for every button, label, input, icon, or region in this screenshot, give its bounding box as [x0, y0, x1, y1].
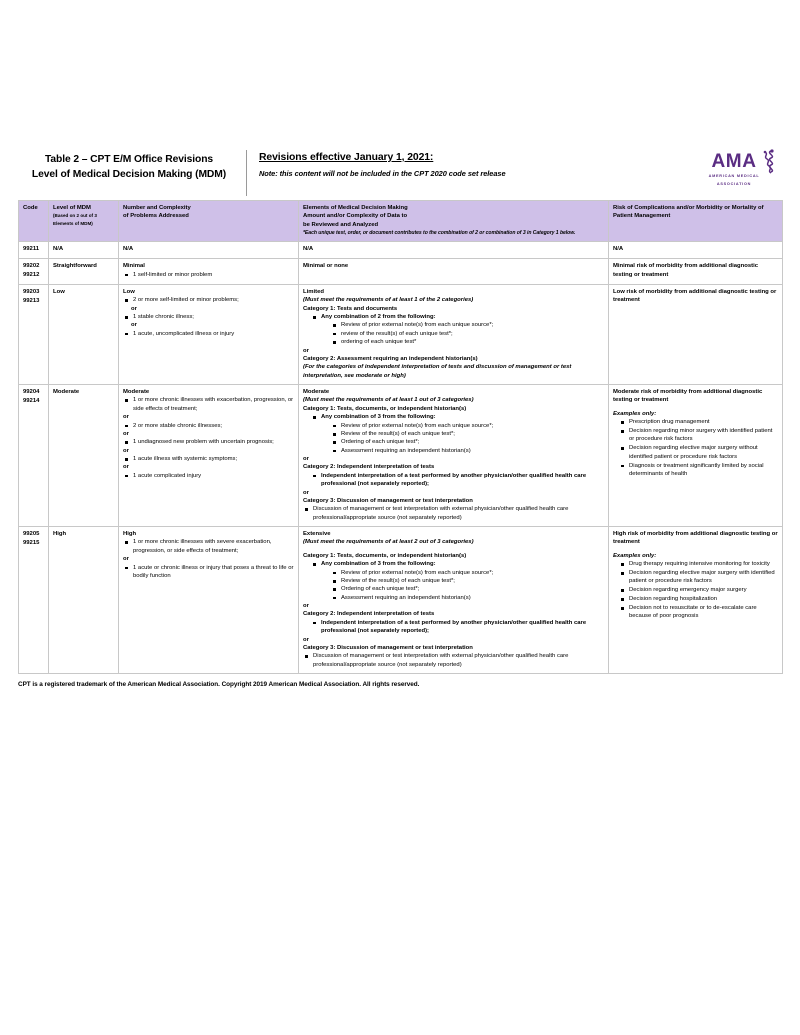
list-item: 1 undiagnosed new problem with uncertain prognosis; [125, 438, 294, 446]
list-item: Decision regarding minor surgery with identified patient or procedure risk factors [621, 427, 778, 444]
list-item: Discussion of management or test interpretation with external physician/other qualified health care professional/appropriate source (not separately reported) [305, 652, 604, 669]
category-2-heading: Category 2: Independent interpretation of tests [303, 464, 435, 471]
cell-data [299, 385, 609, 527]
or-connector: or [123, 430, 129, 437]
code-value: 99214 [23, 397, 40, 404]
cell-data [299, 284, 609, 384]
list-item: Assessment requiring an independent historian(s) [333, 594, 604, 602]
cell-code [19, 527, 49, 674]
category-1-sublist [321, 569, 604, 603]
or-connector: or [123, 447, 129, 454]
category-1-sublist [321, 422, 604, 456]
list-item: Decision not to resuscitate or to de-escalate care because of poor prognosis [621, 604, 778, 621]
column-header-code: Code [19, 201, 49, 242]
problems-list [123, 472, 294, 480]
column-header-data-line3: be Reviewed and Analyzed [303, 221, 379, 228]
column-header-risk-line2: Patient Management [613, 213, 671, 220]
cell-data: N/A [299, 242, 609, 259]
column-header-data [299, 201, 609, 242]
cell-risk [609, 284, 783, 384]
list-item: 1 stable chronic illness; [125, 313, 294, 321]
effective-date-heading: Revisions effective January 1, 2021: [259, 152, 434, 163]
list-item: Ordering of each unique test*; [333, 585, 604, 593]
list-item-label: Any combination of 2 from the following: [321, 314, 436, 321]
column-header-risk [609, 201, 783, 242]
list-item: 1 acute complicated injury [125, 472, 294, 480]
cell-level: N/A [49, 242, 119, 259]
problems-title: High [123, 531, 137, 538]
list-item: review of the result(s) of each unique test*; [333, 330, 604, 338]
or-connector: or [303, 636, 309, 643]
caduceus-icon [760, 149, 782, 175]
examples-label: Examples only: [613, 552, 657, 559]
table-row [19, 284, 783, 384]
list-item: Decision regarding emergency major surgery [621, 586, 778, 594]
category-2-heading: Category 2: Independent interpretation of tests [303, 611, 435, 618]
cell-code [19, 259, 49, 285]
column-header-data-footnote: *Each unique test, order, or document contributes to the combination of 2 or combination of 3 in Category 1 below. [303, 230, 576, 237]
mdm-table [18, 200, 783, 674]
data-requirement-note: (Must meet the requirements of at least 1 out of 3 categories) [303, 397, 474, 404]
page-title-line1: Table 2 – CPT E/M Office Revisions [44, 154, 214, 165]
cell-level: Moderate [49, 385, 119, 527]
cell-risk [609, 527, 783, 674]
data-title: Minimal or none [303, 263, 349, 270]
list-item: Diagnosis or treatment significantly limited by social determinants of health [621, 462, 778, 479]
data-title: Limited [303, 288, 324, 295]
column-header-problems-line1: Number and Complexity [123, 205, 191, 211]
list-item: 1 self-limited or minor problem [125, 271, 294, 279]
cell-data [299, 259, 609, 285]
or-connector: or [123, 414, 129, 421]
problems-list [123, 313, 294, 321]
list-item: Discussion of management or test interpretation with external physician/other qualified health care professional/appropriate source (not separately reported) [305, 505, 604, 522]
code-value: 99205 [23, 531, 40, 538]
copyright-footer: CPT is a registered trademark of the American Medical Association. Copyright 2019 American Medical Association. All rights reserved. [18, 681, 420, 688]
cell-risk [609, 385, 783, 527]
code-value: 99213 [23, 297, 40, 304]
cell-level: High [49, 527, 119, 674]
category-2-list [303, 472, 604, 489]
cell-problems: N/A [119, 242, 299, 259]
or-connector: or [123, 464, 129, 471]
category-1-heading: Category 1: Tests and documents [303, 305, 398, 312]
problems-title: Minimal [123, 263, 145, 270]
data-requirement-note: (Must meet the requirements of at least 1 of the 2 categories) [303, 297, 474, 304]
risk-title: Moderate risk of morbidity from additional diagnostic testing or treatment [613, 389, 763, 404]
list-item: Review of the result(s) of each unique test*; [333, 430, 604, 438]
column-header-risk-line1: Risk of Complications and/or Morbidity or Mortality of [613, 205, 764, 211]
list-item [313, 560, 604, 602]
list-item: Decision regarding elective major surgery without identified patient or procedure risk factors [621, 444, 778, 461]
category-1-heading: Category 1: Tests, documents, or independent historian(s) [303, 405, 467, 412]
list-item: Review of prior external note(s) from each unique source*; [333, 569, 604, 577]
problems-list [123, 271, 294, 279]
problems-list [123, 396, 294, 413]
risk-examples-list [613, 560, 778, 621]
column-header-level-of-mdm [49, 201, 119, 242]
list-item-label: Any combination of 3 from the following: [321, 561, 436, 568]
list-item: Independent interpretation of a test performed by another physician/other qualified health care professional (not separately reported); [313, 619, 604, 636]
cell-code [19, 385, 49, 527]
or-connector: or [131, 305, 137, 312]
list-item: Review of the result(s) of each unique test*; [333, 577, 604, 585]
cell-level: Low [49, 284, 119, 384]
list-item: 2 or more stable chronic illnesses; [125, 422, 294, 430]
cell-problems [119, 527, 299, 674]
code-value: 99212 [23, 272, 40, 279]
problems-list [123, 422, 294, 430]
or-connector: or [303, 347, 309, 354]
list-item: Drug therapy requiring intensive monitoring for toxicity [621, 560, 778, 568]
data-requirement-note: (Must meet the requirements of at least 2 out of 3 categories) [303, 539, 474, 546]
category-2-heading: Category 2: Assessment requiring an independent historian(s) [303, 355, 478, 362]
problems-list [123, 296, 294, 304]
column-header-problems [119, 201, 299, 242]
masthead-divider [246, 150, 247, 196]
list-item: 1 acute or chronic illness or injury that poses a threat to life or bodily function [125, 564, 294, 581]
list-item: 1 acute illness with systemic symptoms; [125, 455, 294, 463]
column-header-data-line2: Amount and/or Complexity of Data to [303, 213, 408, 220]
category-3-list [303, 652, 604, 669]
problems-list [123, 330, 294, 338]
problems-list [123, 564, 294, 581]
cell-code [19, 284, 49, 384]
cell-problems [119, 259, 299, 285]
cell-level: Straightforward [49, 259, 119, 285]
data-title: Moderate [303, 389, 330, 396]
column-header-data-line1: Elements of Medical Decision Making [303, 205, 408, 211]
or-connector: or [303, 456, 309, 463]
table-row [19, 527, 783, 674]
list-item-label: Any combination of 3 from the following: [321, 414, 436, 421]
category-1-list [303, 413, 604, 455]
masthead-effective-block [259, 150, 686, 178]
list-item: Prescription drug management [621, 418, 778, 426]
list-item: ordering of each unique test* [333, 338, 604, 346]
effective-date-note: Note: this content will not be included in the CPT 2020 code set release [259, 169, 506, 178]
code-value: 99203 [23, 288, 40, 295]
cell-data [299, 527, 609, 674]
ama-logo-subtext-line2: ASSOCIATION [716, 181, 752, 186]
list-item: 1 acute, uncomplicated illness or injury [125, 330, 294, 338]
ama-wordmark: AMA [711, 151, 757, 172]
category-3-heading: Category 3: Discussion of management or test interpretation [303, 497, 473, 504]
problems-title: Moderate [123, 389, 150, 396]
list-item: 1 or more chronic illnesses with exacerbation, progression, or side effects of treatment; [125, 396, 294, 413]
cell-risk: N/A [609, 242, 783, 259]
problems-title: Low [123, 288, 135, 295]
code-value: 99202 [23, 263, 40, 270]
column-header-level-title: Level of MDM [53, 205, 91, 211]
page-title [18, 150, 240, 183]
risk-title: High risk of morbidity from additional diagnostic testing or treatment [613, 531, 778, 546]
list-item: Assessment requiring an independent historian(s) [333, 447, 604, 455]
list-item: Review of prior external note(s) from each unique source*; [333, 422, 604, 430]
list-item [313, 413, 604, 455]
cell-problems [119, 385, 299, 527]
category-2-list [303, 619, 604, 636]
ama-logo-subtext-line1: AMERICAN MEDICAL [708, 174, 760, 178]
problems-list [123, 455, 294, 463]
list-item [313, 313, 604, 347]
list-item: Review of prior external note(s) from each unique source*; [333, 321, 604, 329]
category-1-sublist [321, 321, 604, 346]
or-connector: or [303, 489, 309, 496]
table-row [19, 242, 783, 259]
or-connector: or [131, 322, 137, 329]
list-item: 1 or more chronic illnesses with severe exacerbation, progression, or side effects of treatment; [125, 538, 294, 555]
list-item: Independent interpretation of a test performed by another physician/other qualified health care professional (not separately reported); [313, 472, 604, 489]
risk-examples-list [613, 418, 778, 478]
problems-list [123, 438, 294, 446]
problems-list [123, 538, 294, 555]
category-note: (For the categories of independent interpretation of tests and discussion of management or test interpretation, see moderate or high) [303, 364, 572, 379]
code-value: 99204 [23, 389, 40, 396]
category-1-heading: Category 1: Tests, documents, or independent historian(s) [303, 552, 467, 559]
column-header-problems-line2: of Problems Addressed [123, 213, 189, 220]
list-item: Ordering of each unique test*; [333, 438, 604, 446]
column-header-level-sub2: Elements of MDM) [53, 221, 93, 227]
category-3-heading: Category 3: Discussion of management or test interpretation [303, 644, 473, 651]
list-item: Decision regarding hospitalization [621, 595, 778, 603]
table-row [19, 385, 783, 527]
or-connector: or [123, 556, 129, 563]
column-header-level-sub1: (Based on 2 out of 3 [53, 213, 97, 219]
data-title: Extensive [303, 531, 331, 538]
cell-code [19, 242, 49, 259]
list-item: 2 or more self-limited or minor problems; [125, 296, 294, 304]
list-item: Decision regarding elective major surgery with identified patient or procedure risk factors [621, 569, 778, 586]
risk-title: Low risk of morbidity from additional diagnostic testing or treatment [613, 288, 777, 304]
or-connector: or [303, 603, 309, 610]
code-value: 99211 [23, 246, 40, 253]
risk-title: Minimal risk of morbidity from additional diagnostic testing or treatment [613, 263, 758, 278]
ama-logo [686, 150, 782, 188]
code-value: 99215 [23, 539, 40, 546]
table-header-row [19, 201, 783, 242]
page-title-line2: Level of Medical Decision Making (MDM) [31, 168, 227, 180]
examples-label: Examples only: [613, 410, 657, 417]
category-1-list [303, 560, 604, 602]
table-row [19, 259, 783, 285]
cell-risk [609, 259, 783, 285]
category-3-list [303, 505, 604, 522]
document-masthead [18, 150, 782, 198]
cell-problems [119, 284, 299, 384]
category-1-list [303, 313, 604, 347]
